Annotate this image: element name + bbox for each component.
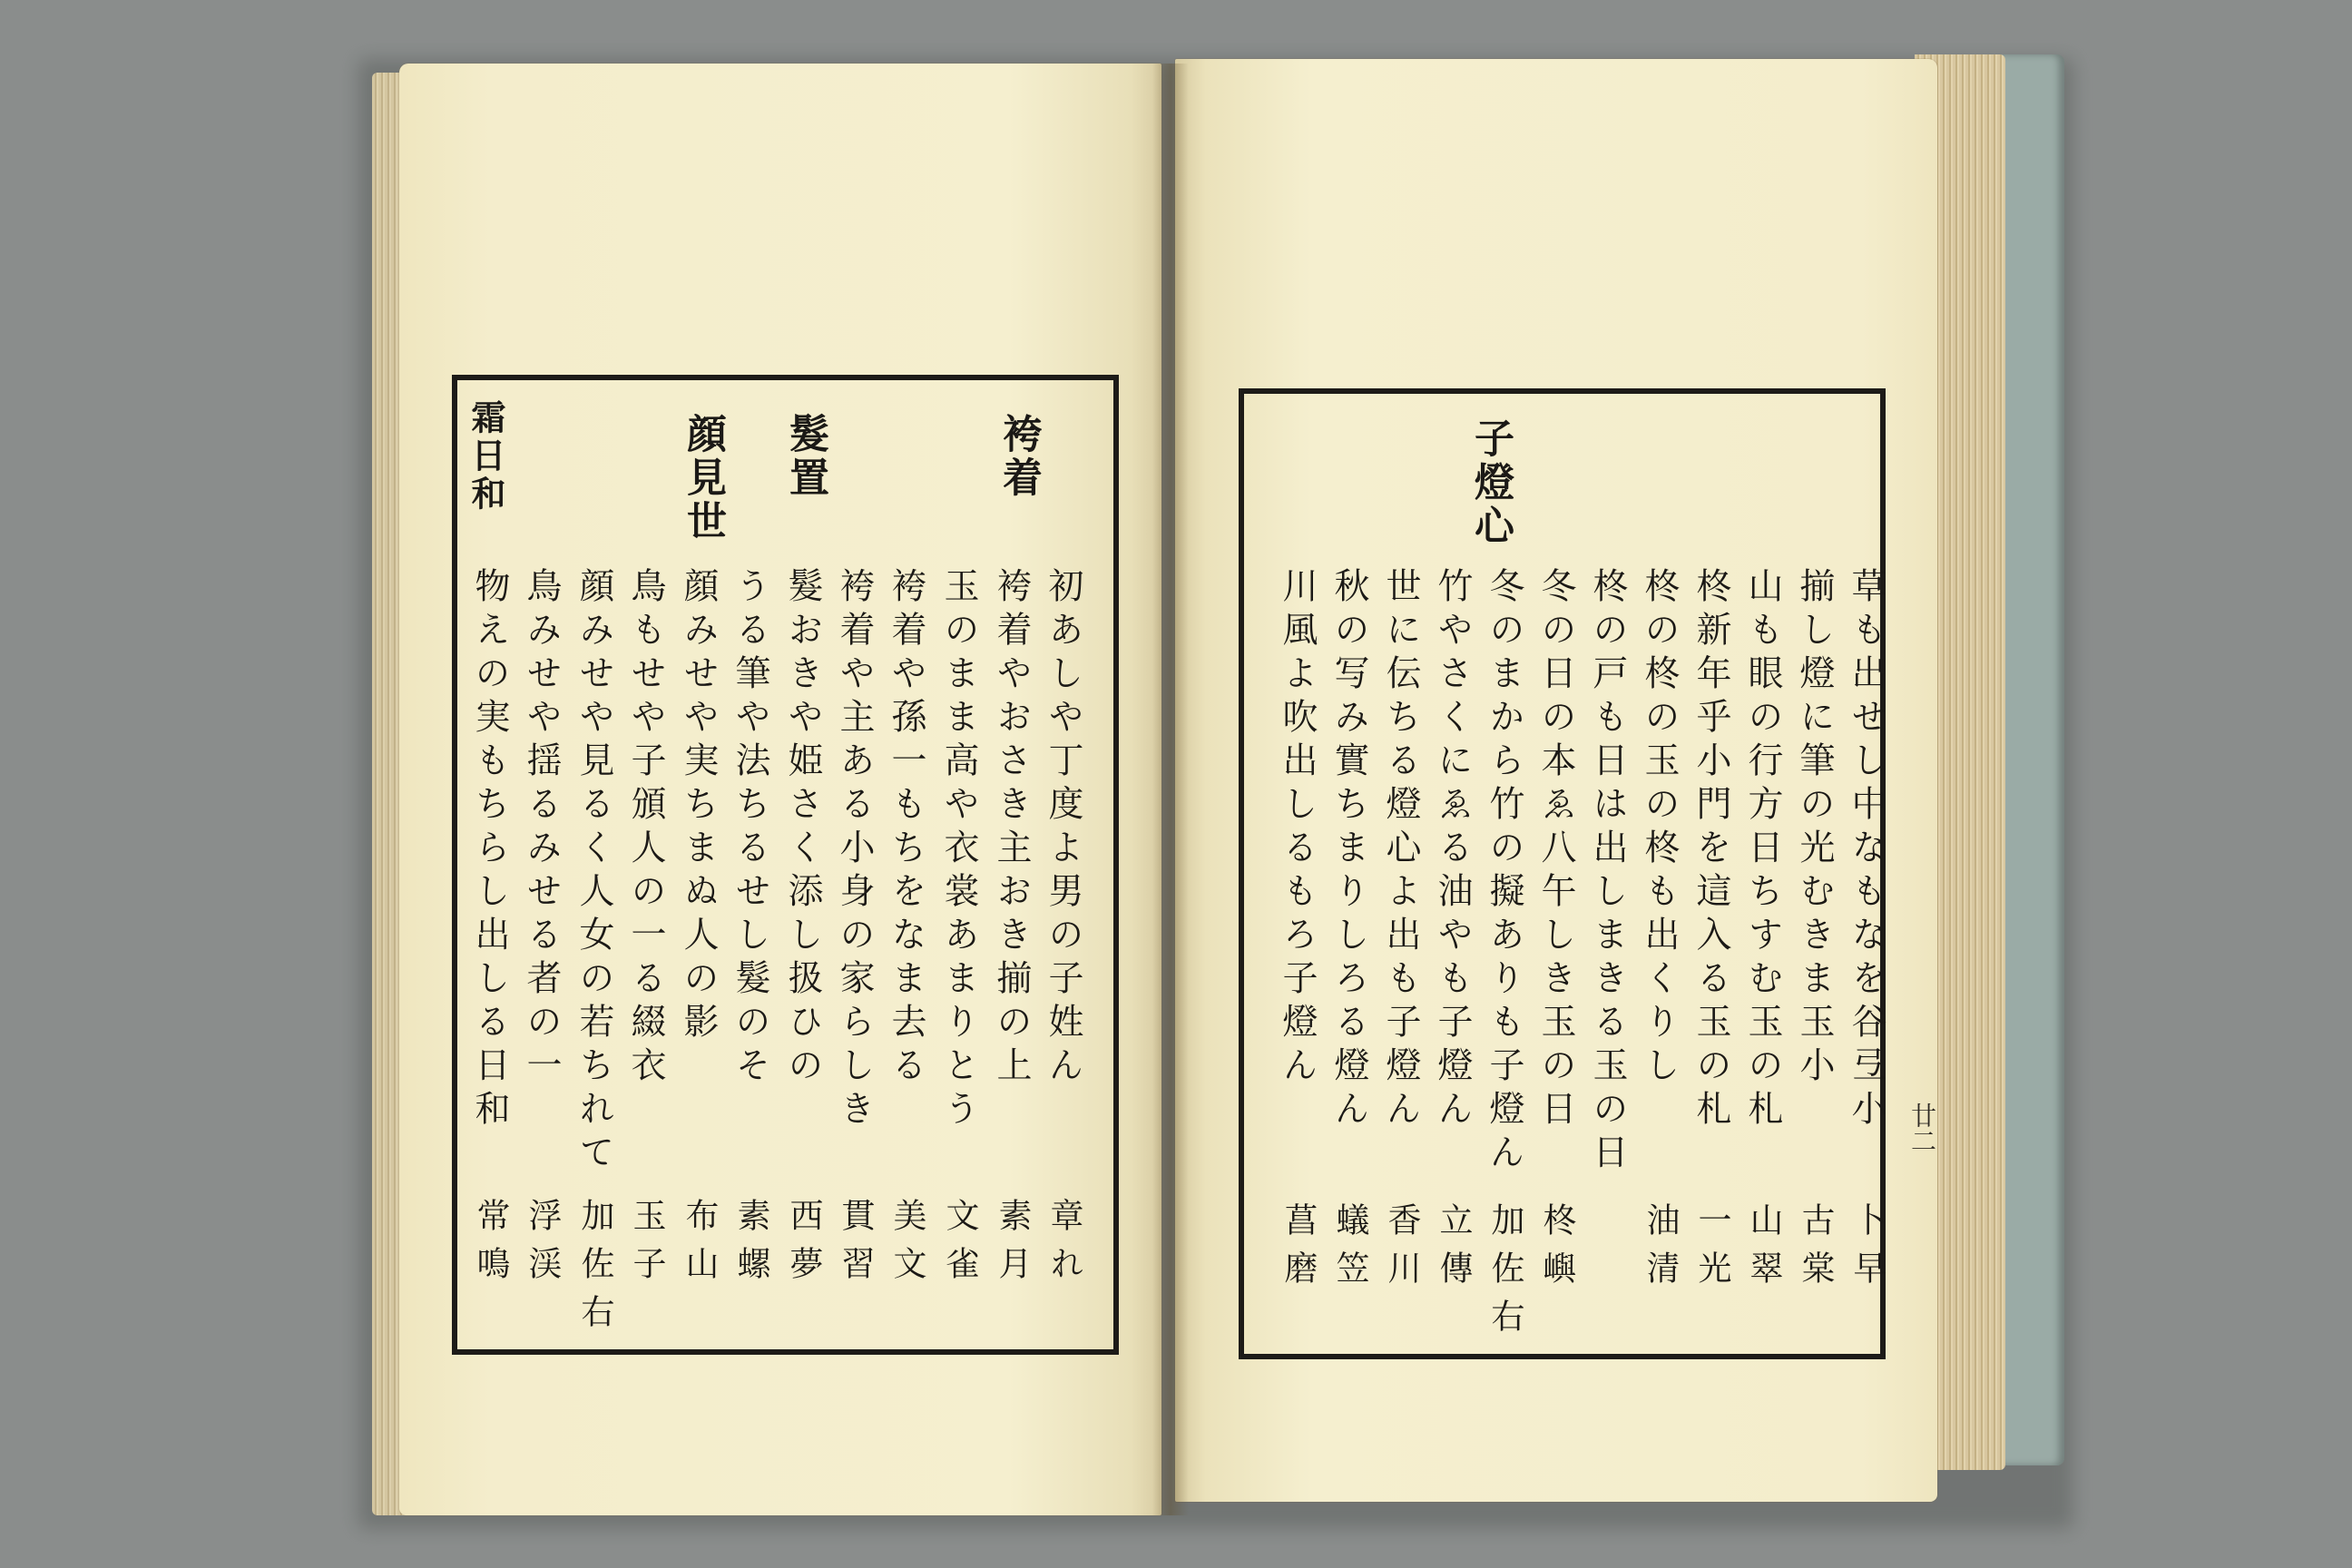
book-gutter (1152, 64, 1189, 1515)
verse-line: うる筆や法ちるせし髮のそ (730, 567, 770, 1090)
verse-line: 初あしや丁度よ男の子姓ん (1043, 567, 1083, 1090)
heading-kamioki: 髮置 (782, 413, 828, 500)
verse-line: 顔みせや見るく人女の若ちれて (573, 567, 614, 1177)
verse-line: 袴着や孫一もちをなま去る (886, 567, 926, 1090)
author-name: 美文 (887, 1198, 926, 1294)
author-name: 浮渓 (523, 1198, 562, 1294)
author-name: 柊嶼 (1537, 1202, 1576, 1298)
verse-line: 鳥もせや子頒人の一る綴衣 (625, 567, 666, 1090)
verse-line: 秋の写み實ちまりしろる燈ん (1328, 567, 1369, 1133)
author-name: 素螺 (731, 1198, 770, 1294)
author-name: 立傳 (1434, 1202, 1473, 1298)
verse-line: 竹やさくにゑる油やも子燈ん (1432, 567, 1473, 1133)
author-name: 素月 (993, 1198, 1032, 1294)
author-name: 文雀 (940, 1198, 979, 1294)
verse-line: 川風よ吹出しるもろ子燈ん (1277, 567, 1318, 1090)
heading-hakamagi: 袴着 (995, 413, 1042, 500)
verse-line: 玉のまま高や衣裳あまりとう (938, 567, 979, 1133)
verse-line: 柊の柊の玉の柊も出くりし (1639, 567, 1680, 1090)
verse-line: 物えの実もちらし出しる日和 (469, 567, 510, 1133)
author-name: 章れ (1044, 1198, 1083, 1294)
heading-shimobiyori: 霜日和 (466, 399, 506, 514)
author-name: 西夢 (784, 1198, 823, 1294)
author-name: 油清 (1641, 1202, 1680, 1298)
author-name: 一光 (1692, 1202, 1731, 1298)
author-name: 布山 (680, 1198, 719, 1294)
author-name: 加佐右 (1485, 1202, 1524, 1347)
verse-line: 顔みせや実ちまぬ人の影 (678, 567, 719, 1046)
author-name: 古棠 (1796, 1202, 1835, 1298)
author-name: 卜早 (1847, 1202, 1886, 1298)
verse-line: 草も出せし中なもなを谷弖小 (1846, 567, 1886, 1133)
folio-number: 廿二 (1907, 1102, 1937, 1153)
verse-line: 冬のまから竹の擬ありも子燈ん (1484, 567, 1524, 1177)
author-name: 常鳴 (471, 1198, 510, 1294)
verse-line: 袴着やおさき主おき揃の上 (991, 567, 1032, 1090)
verse-line: 袴着や主ある小身の家らしき (834, 567, 875, 1133)
verse-line: 揃し燈に筆の光むきま玉小 (1794, 567, 1835, 1090)
author-name: 加佐右 (575, 1198, 614, 1342)
verse-line: 柊の戸も日は出しまきる玉の日 (1587, 567, 1628, 1177)
verse-line: 山も眼の行方日ちすむ玉の札 (1742, 567, 1783, 1133)
heading-kotoshin: 子燈心 (1467, 417, 1514, 548)
heading-kaomise: 顔見世 (680, 413, 726, 544)
verse-line: 世に伝ちる燈心よ出も子燈ん (1380, 567, 1421, 1133)
author-name: 貫習 (836, 1198, 875, 1294)
author-name: 菖磨 (1279, 1202, 1318, 1298)
author-name: 山翠 (1744, 1202, 1783, 1298)
verse-line: 髮おきや姫さく添し扱ひの (782, 567, 823, 1090)
author-name: 香川 (1382, 1202, 1421, 1298)
author-name: 蟻笠 (1330, 1202, 1369, 1298)
author-name: 玉子 (627, 1198, 666, 1294)
verse-line: 冬の日の本ゑ八午しき玉の日 (1535, 567, 1576, 1133)
verse-line: 鳥みせや揺るみせる者の一 (521, 567, 562, 1090)
verse-line: 柊新年乎小門を這入る玉の札 (1690, 567, 1731, 1133)
